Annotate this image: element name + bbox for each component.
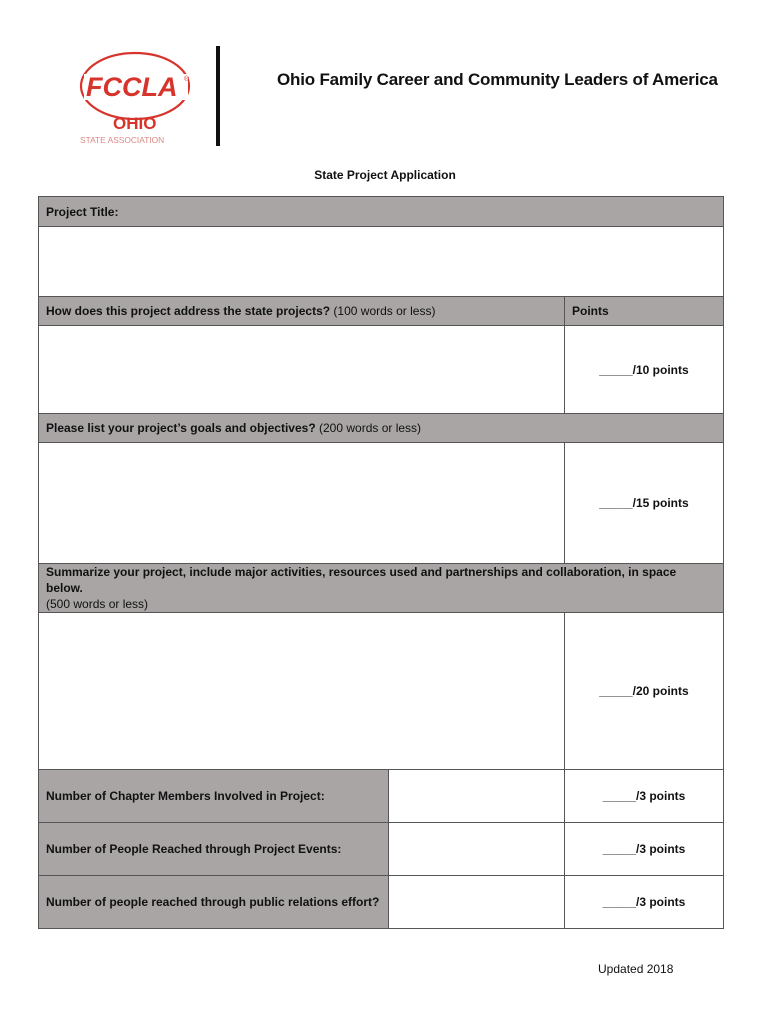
goals-field[interactable] (39, 443, 565, 564)
project-title-field[interactable] (39, 227, 724, 297)
address-state-header (39, 297, 565, 326)
summary-points: _____/20 points (565, 613, 724, 770)
address-state-field[interactable] (39, 326, 565, 414)
header-divider (216, 46, 220, 146)
summary-question: Summarize your project, include major activities, resources used and partnerships and collaboration, in space below. (46, 565, 677, 595)
people-reached-label: Number of People Reached through Project Events: (39, 823, 389, 876)
project-title-label: Project Title: (46, 204, 119, 219)
goals-points: _____/15 points (565, 443, 724, 564)
project-title-header (39, 197, 724, 227)
form-title: State Project Application (314, 168, 456, 182)
public-relations-label: Number of people reached through public relations effort? (39, 876, 389, 929)
logo-state: OHIO (113, 114, 157, 133)
address-state-question: How does this project address the state projects? (46, 304, 331, 318)
members-involved-field[interactable] (389, 770, 565, 823)
address-state-limit: (100 words or less) (333, 304, 436, 318)
public-relations-field[interactable] (389, 876, 565, 929)
application-form (38, 196, 724, 929)
goals-question: Please list your project’s goals and objectives? (46, 421, 316, 435)
points-header: Points (565, 297, 724, 326)
summary-header (39, 564, 724, 613)
members-involved-label: Number of Chapter Members Involved in Project: (39, 770, 389, 823)
goals-header (39, 414, 724, 443)
fccla-ohio-logo (78, 46, 198, 146)
people-reached-field[interactable] (389, 823, 565, 876)
summary-field[interactable] (39, 613, 565, 770)
people-reached-points: _____/3 points (565, 823, 724, 876)
logo-mark: FCCLA (86, 72, 178, 102)
org-title: Ohio Family Career and Community Leaders of America (277, 70, 718, 89)
address-state-points: _____/10 points (565, 326, 724, 414)
updated-note: Updated 2018 (598, 962, 674, 976)
public-relations-points: _____/3 points (565, 876, 724, 929)
logo-association: STATE ASSOCIATION (80, 135, 165, 145)
registered-mark: ® (184, 76, 190, 83)
members-involved-points: _____/3 points (565, 770, 724, 823)
goals-limit: (200 words or less) (319, 421, 422, 435)
summary-limit: (500 words or less) (46, 597, 149, 611)
